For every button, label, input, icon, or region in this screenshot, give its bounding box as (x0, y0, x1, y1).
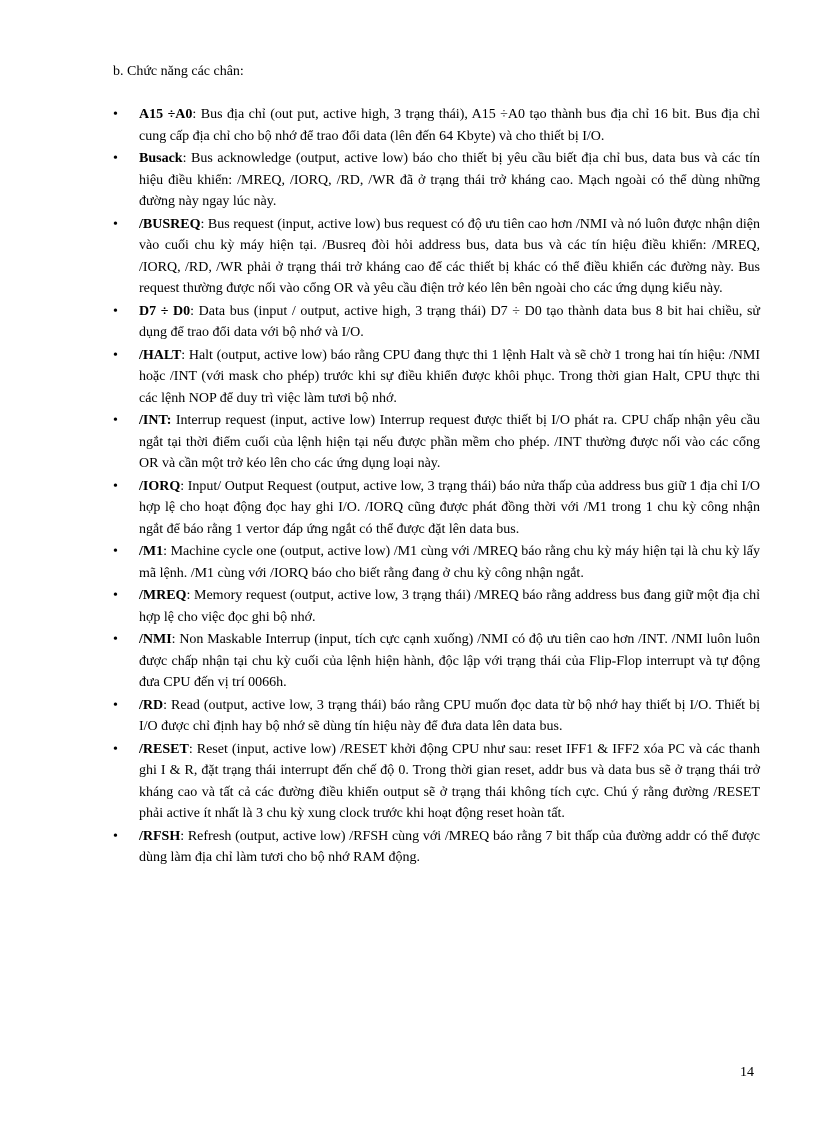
pin-name: /HALT (139, 347, 182, 363)
pin-item (113, 585, 760, 628)
pin-name: /M1 (139, 544, 164, 559)
pin-function-list (113, 104, 760, 870)
pin-item (113, 148, 760, 213)
pin-description: : Bus acknowledge (output, active low) báo cho thiết bị yêu cầu biết địa chỉ bus, data bus và các tín hiệu điều khiển: /MREQ, /IORQ, /RD, /WR đã ở trạng thái trở kháng cao. Mạch ngoài có thể dùng những đường này ngay lúc này. (139, 151, 760, 209)
bullet-icon: • (113, 216, 118, 232)
pin-item (113, 301, 760, 344)
pin-name: A15 ÷A0 (139, 107, 193, 122)
pin-item (113, 541, 760, 584)
pin-description: : Read (output, active low, 3 trạng thái) báo rằng CPU muốn đọc data từ bộ nhớ hay thiết bị I/O. Thiết bị I/O được chỉ định hay bộ nhớ sẽ dùng tín hiệu này để đưa data lên data bus. (139, 697, 760, 734)
pin-item (113, 104, 760, 147)
bullet-icon: • (113, 303, 118, 319)
page-number: 14 (740, 1065, 754, 1080)
pin-name: /BUSREQ (139, 216, 201, 232)
pin-description: : Machine cycle one (output, active low) /M1 cùng với /MREQ báo rằng chu kỳ máy hiện tại là chu kỳ lấy mã lệnh. /M1 cùng với /IORQ báo cho biết rằng đang ở chu kỳ công nhận ngắt. (139, 544, 760, 581)
pin-item (113, 695, 760, 738)
pin-description: : Input/ Output Request (output, active low, 3 trạng thái) báo nửa thấp của address bus giữ 1 địa chỉ I/O hợp lệ cho hoạt động đọc hay ghi I/O. /IORQ cũng được phát đồng thời với /M1 trong 1 chu kỳ công nhận ngắt để báo rằng 1 vertor đáp ứng ngắt có thể được đặt lên data bus. (139, 478, 760, 537)
bullet-icon: • (113, 632, 118, 647)
pin-name: /RFSH (139, 828, 181, 844)
bullet-icon: • (113, 413, 118, 428)
pin-item (113, 214, 760, 300)
pin-name: /RD (139, 697, 164, 713)
pin-description: : Non Maskable Interrup (input, tích cực cạnh xuống) /NMI có độ ưu tiên cao hơn /INT. /NMI luôn luôn được chấp nhận tại chu kỳ cuối của lệnh hiện hành, độc lập với trạng thái của Flip-Flop interrupt và tự động đưa CPU đến vị trí 0066h. (139, 632, 760, 690)
pin-description: : Memory request (output, active low, 3 trạng thái) /MREQ báo rằng address bus đang giữ một địa chỉ hợp lệ cho việc đọc ghi bộ nhớ. (139, 588, 760, 625)
bullet-icon: • (113, 697, 118, 713)
section-heading: b. Chức năng các chân: (113, 64, 244, 79)
pin-item (113, 345, 760, 410)
bullet-icon: • (113, 544, 118, 559)
pin-item (113, 476, 760, 541)
bullet-icon: • (113, 741, 118, 757)
pin-description: Interrup request (input, active low) Interrup request được thiết bị I/O phát ra. CPU chấp nhận yêu cầu ngắt tại thời điểm cuối của lệnh hiện tại nếu được phần mềm cho phép. /INT thường được nối vào các cổng OR và cần một trở kéo lên cho các ứng dụng loại này. (139, 413, 760, 471)
pin-item (113, 739, 760, 825)
pin-description: : Reset (input, active low) /RESET khởi động CPU như sau: reset IFF1 & IFF2 xóa PC và các thanh ghi I & R, đặt trạng thái interrupt đến chế độ 0. Trong thời gian reset, addr bus và data bus sẽ ở trạng thái trở kháng cao và tất cả các đường điều khiển output sẽ ở trạng thái không tích cực. Chú ý rằng đường /RESET phải active ít nhất là 3 chu kỳ xung clock trước khi hoạt động reset hoàn tất. (139, 741, 760, 821)
pin-description: : Halt (output, active low) báo rằng CPU đang thực thi 1 lệnh Halt và sẽ chờ 1 trong hai tín hiệu: /NMI hoặc /INT (với mask cho phép) trước khi sự điều khiển được khôi phục. Trong thời gian Halt, CPU thực thi các lệnh NOP để duy trì việc làm tươi bộ nhớ. (139, 347, 760, 406)
bullet-icon: • (113, 151, 118, 166)
pin-name: /NMI (139, 632, 172, 647)
bullet-icon: • (113, 588, 118, 603)
pin-description: : Bus request (input, active low) bus request có độ ưu tiên cao hơn /NMI và nó luôn được nhận diện vào cuối chu kỳ máy hiện tại. /Busreq đòi hỏi address bus, data bus và các tín hiệu điều khiển: /MREQ, /IORQ, /RD, /WR phải ở trạng thái trở kháng cao để các thiết bị khác có thể điều khiển các đường này. Bus request thường được nối vào cổng OR và yêu cầu điện trở kéo lên bên ngoài cho các ứng dụng kiểu này. (139, 216, 760, 296)
bullet-icon: • (113, 347, 118, 363)
pin-description: : Bus địa chỉ (out put, active high, 3 trạng thái), A15 ÷A0 tạo thành bus địa chỉ 16 bit. Bus địa chỉ cung cấp địa chỉ cho bộ nhớ để trao đổi data (lên đến 64 Kbyte) và cho thiết bị I/O. (139, 107, 761, 144)
pin-name: /IORQ (139, 478, 181, 494)
pin-item (113, 826, 760, 869)
pin-name: /INT: (139, 413, 172, 428)
pin-name: /MREQ (139, 588, 187, 603)
bullet-icon: • (113, 107, 118, 122)
pin-name: D7 ÷ D0 (139, 303, 191, 319)
bullet-icon: • (113, 828, 118, 844)
bullet-icon: • (113, 478, 118, 494)
pin-description: : Refresh (output, active low) /RFSH cùng với /MREQ báo rằng 7 bit thấp của đường addr có thể được dùng làm địa chỉ làm tươi cho bộ nhớ RAM động. (139, 828, 760, 865)
pin-description: : Data bus (input / output, active high, 3 trạng thái) D7 ÷ D0 tạo thành data bus 8 bit hai chiều, sử dụng để trao đổi data với bộ nhớ và I/O. (139, 303, 760, 340)
pin-name: Busack (139, 151, 183, 166)
pin-item (113, 410, 760, 475)
pin-item (113, 629, 760, 694)
pin-name: /RESET (139, 741, 189, 757)
